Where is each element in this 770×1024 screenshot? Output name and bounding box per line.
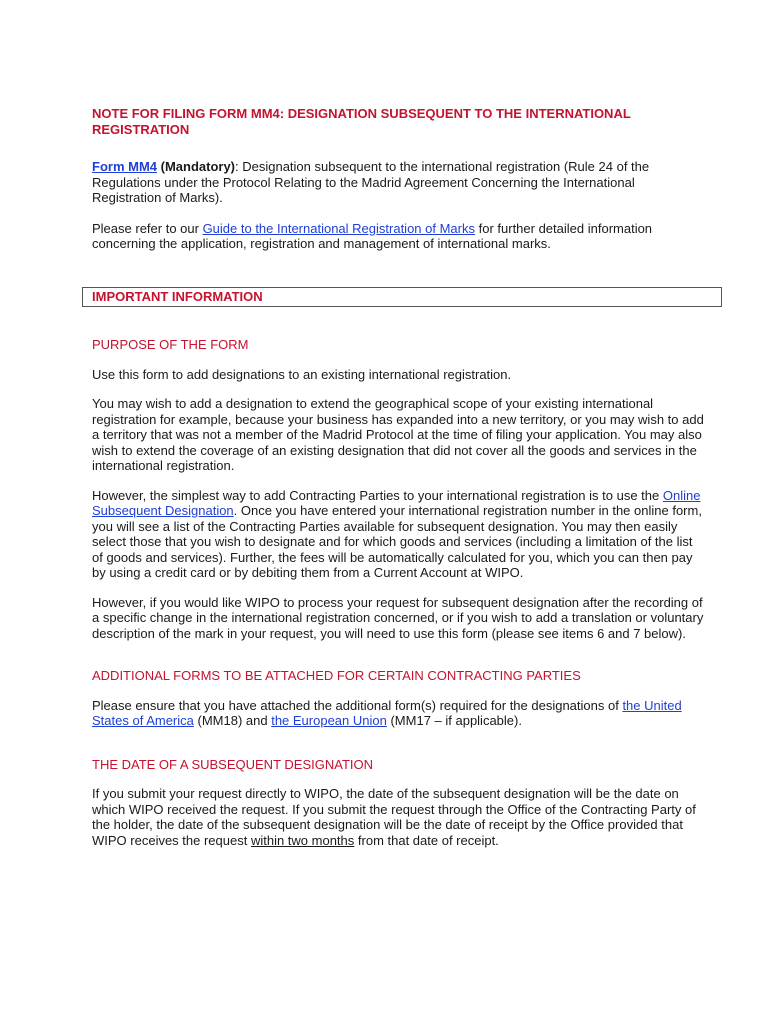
mandatory-label: (Mandatory): [160, 159, 236, 174]
p3-suffix: . Once you have entered your international registration number in the online form, you will see a list of the Contracting Parties available for subsequent designation. You may then easily select those that you wish to designate and for which goods and services (including a limitation of the list of goods and services). Further, the fees will be automatically calculated for you, which you can then pay by using a credit card or by debiting them from a Current Account at WIPO.: [92, 503, 702, 580]
date-paragraph: [92, 786, 704, 848]
purpose-paragraph-3: [92, 488, 704, 581]
guide-link[interactable]: Guide to the International Registration of Marks: [202, 220, 475, 236]
document-page: [92, 106, 704, 848]
purpose-paragraph-2: You may wish to add a designation to extend the geographical scope of your existing international registration for example, because your business has expanded into a new territory, or you may wish to add a territory that was not a member of the Madrid Protocol at the time of filing your application. You may also wish to extend the coverage of an existing designation that did not cover all the goods and services in the international registration.: [92, 396, 704, 473]
date-heading: THE DATE OF A SUBSEQUENT DESIGNATION: [92, 756, 373, 772]
additional-prefix: Please ensure that you have attached the additional form(s) required for the designations of: [92, 697, 623, 713]
intro-text: : Designation subsequent to the international registration (Rule 24 of the Regulations under the Protocol Relating to the Madrid Agreement Concerning the International Registration of Marks).: [92, 159, 650, 205]
purpose-paragraph-4: However, if you would like WIPO to process your request for subsequent designation after the recording of a specific change in the international registration concerned, or if you wish to add a translation or voluntary description of the mark in your request, you will need to use this form (please see items 6 and 7 below).: [92, 594, 704, 641]
purpose-paragraph-1: Use this form to add designations to an existing international registration.: [92, 366, 512, 382]
european-union-link[interactable]: the European Union: [271, 713, 387, 728]
within-two-months: within two months: [250, 832, 355, 848]
refer-suffix: for further detailed information concerning the application, registration and management of international marks.: [92, 220, 653, 251]
date-suffix: from that date of receipt.: [354, 832, 499, 848]
date-prefix: If you submit your request directly to WIPO, the date of the subsequent designation will be the date on which WIPO received the request. If you submit the request through the Office of the Contracting Party of the holder, the date of the subsequent designation will be the date of receipt by the Office provided that WIPO receives the request: [92, 786, 696, 848]
additional-middle: (MM18) and: [193, 713, 272, 728]
form-mm4-link[interactable]: Form MM4: [92, 159, 157, 174]
intro-paragraph: [92, 159, 704, 206]
refer-paragraph: [92, 221, 704, 252]
purpose-heading: PURPOSE OF THE FORM: [92, 337, 249, 352]
united-states-link[interactable]: the United States of America: [92, 697, 682, 728]
additional-suffix: (MM17 – if applicable).: [386, 713, 522, 728]
p3-prefix: However, the simplest way to add Contracting Parties to your international registration is to use the: [92, 487, 663, 503]
additional-forms-paragraph: [92, 698, 704, 729]
online-subsequent-designation-link[interactable]: Online Subsequent Designation: [92, 487, 701, 518]
important-information-box: IMPORTANT INFORMATION: [82, 287, 722, 308]
additional-forms-heading: ADDITIONAL FORMS TO BE ATTACHED FOR CERTAIN CONTRACTING PARTIES: [92, 668, 581, 683]
page-title: NOTE FOR FILING FORM MM4: DESIGNATION SUBSEQUENT TO THE INTERNATIONAL REGISTRATION: [92, 106, 631, 137]
refer-prefix: Please refer to our: [92, 220, 203, 236]
